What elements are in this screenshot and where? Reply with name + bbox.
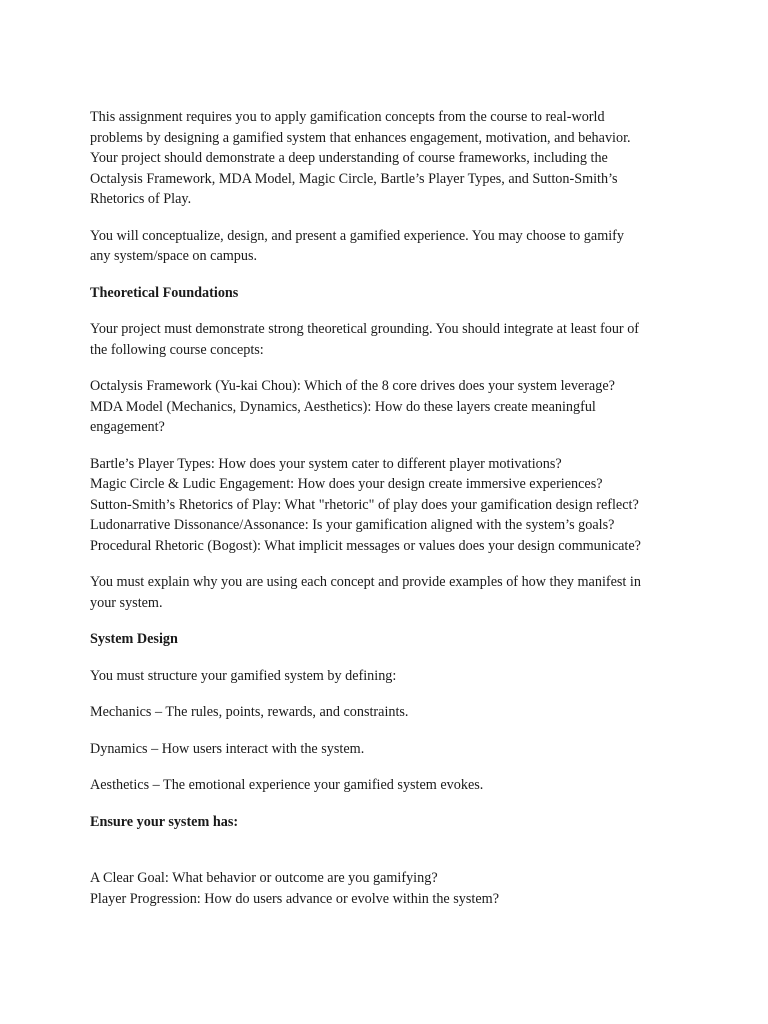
theoretical-foundations-heading: Theoretical Foundations [90,284,239,301]
theoretical-intro-line: the following course concepts: [90,341,264,358]
intro-line: This assignment requires you to apply gamification concepts from the course to real-world [90,109,605,125]
requirements-list [90,868,690,909]
intro-line: Your project should demonstrate a deep understanding of course frameworks, including the [90,150,608,166]
explain-paragraph [90,572,690,613]
system-design-heading: System Design [90,631,178,647]
intro-line: Octalysis Framework, MDA Model, Magic Circle, Bartle’s Player Types, and Sutton-Smith’s [90,170,618,187]
concept-item: MDA Model (Mechanics, Dynamics, Aesthetics): How do these layers create meaningful [90,398,596,415]
intro-line: problems by designing a gamified system that enhances engagement, motivation, and behavior. [90,129,631,146]
structure-intro: You must structure your gamified system by defining: [90,667,397,684]
choice-paragraph [90,226,690,267]
concepts-group-a [90,376,690,438]
dynamics-item: Dynamics – How users interact with the system. [90,740,365,757]
intro-paragraph [90,107,690,210]
explain-line: You must explain why you are using each concept and provide examples of how they manifest in [90,574,641,590]
requirement-item: Player Progression: How do users advance or evolve within the system? [90,890,499,907]
ensure-heading: Ensure your system has: [90,813,239,830]
intro-line: Rhetorics of Play. [90,191,192,207]
explain-line: your system. [90,594,163,611]
theoretical-intro-line: Your project must demonstrate strong theoretical grounding. You should integrate at least four of [90,321,640,337]
concept-item: Ludonarrative Dissonance/Assonance: Is your gamification aligned with the system’s goals? [90,517,615,533]
concept-item: Sutton-Smith’s Rhetorics of Play: What "rhetoric" of play does your gamification design reflect? [90,496,639,513]
concept-item: Bartle’s Player Types: How does your system cater to different player motivations? [90,455,562,472]
mechanics-item: Mechanics – The rules, points, rewards, and constraints. [90,704,409,720]
concept-item: engagement? [90,419,165,435]
concepts-group-b [90,454,690,557]
aesthetics-item: Aesthetics – The emotional experience your gamified system evokes. [90,777,484,793]
document-page [90,107,690,925]
choice-line: any system/space on campus. [90,248,258,264]
concept-item: Magic Circle & Ludic Engagement: How does your design create immersive experiences? [90,476,603,492]
choice-line: You will conceptualize, design, and present a gamified experience. You may choose to gamify [90,227,624,244]
theoretical-intro-paragraph [90,319,690,360]
concept-item: Procedural Rhetoric (Bogost): What implicit messages or values does your design communicate? [90,537,641,554]
requirement-item: A Clear Goal: What behavior or outcome are you gamifying? [90,870,438,886]
concept-item: Octalysis Framework (Yu-kai Chou): Which of the 8 core drives does your system leverage? [90,378,615,394]
